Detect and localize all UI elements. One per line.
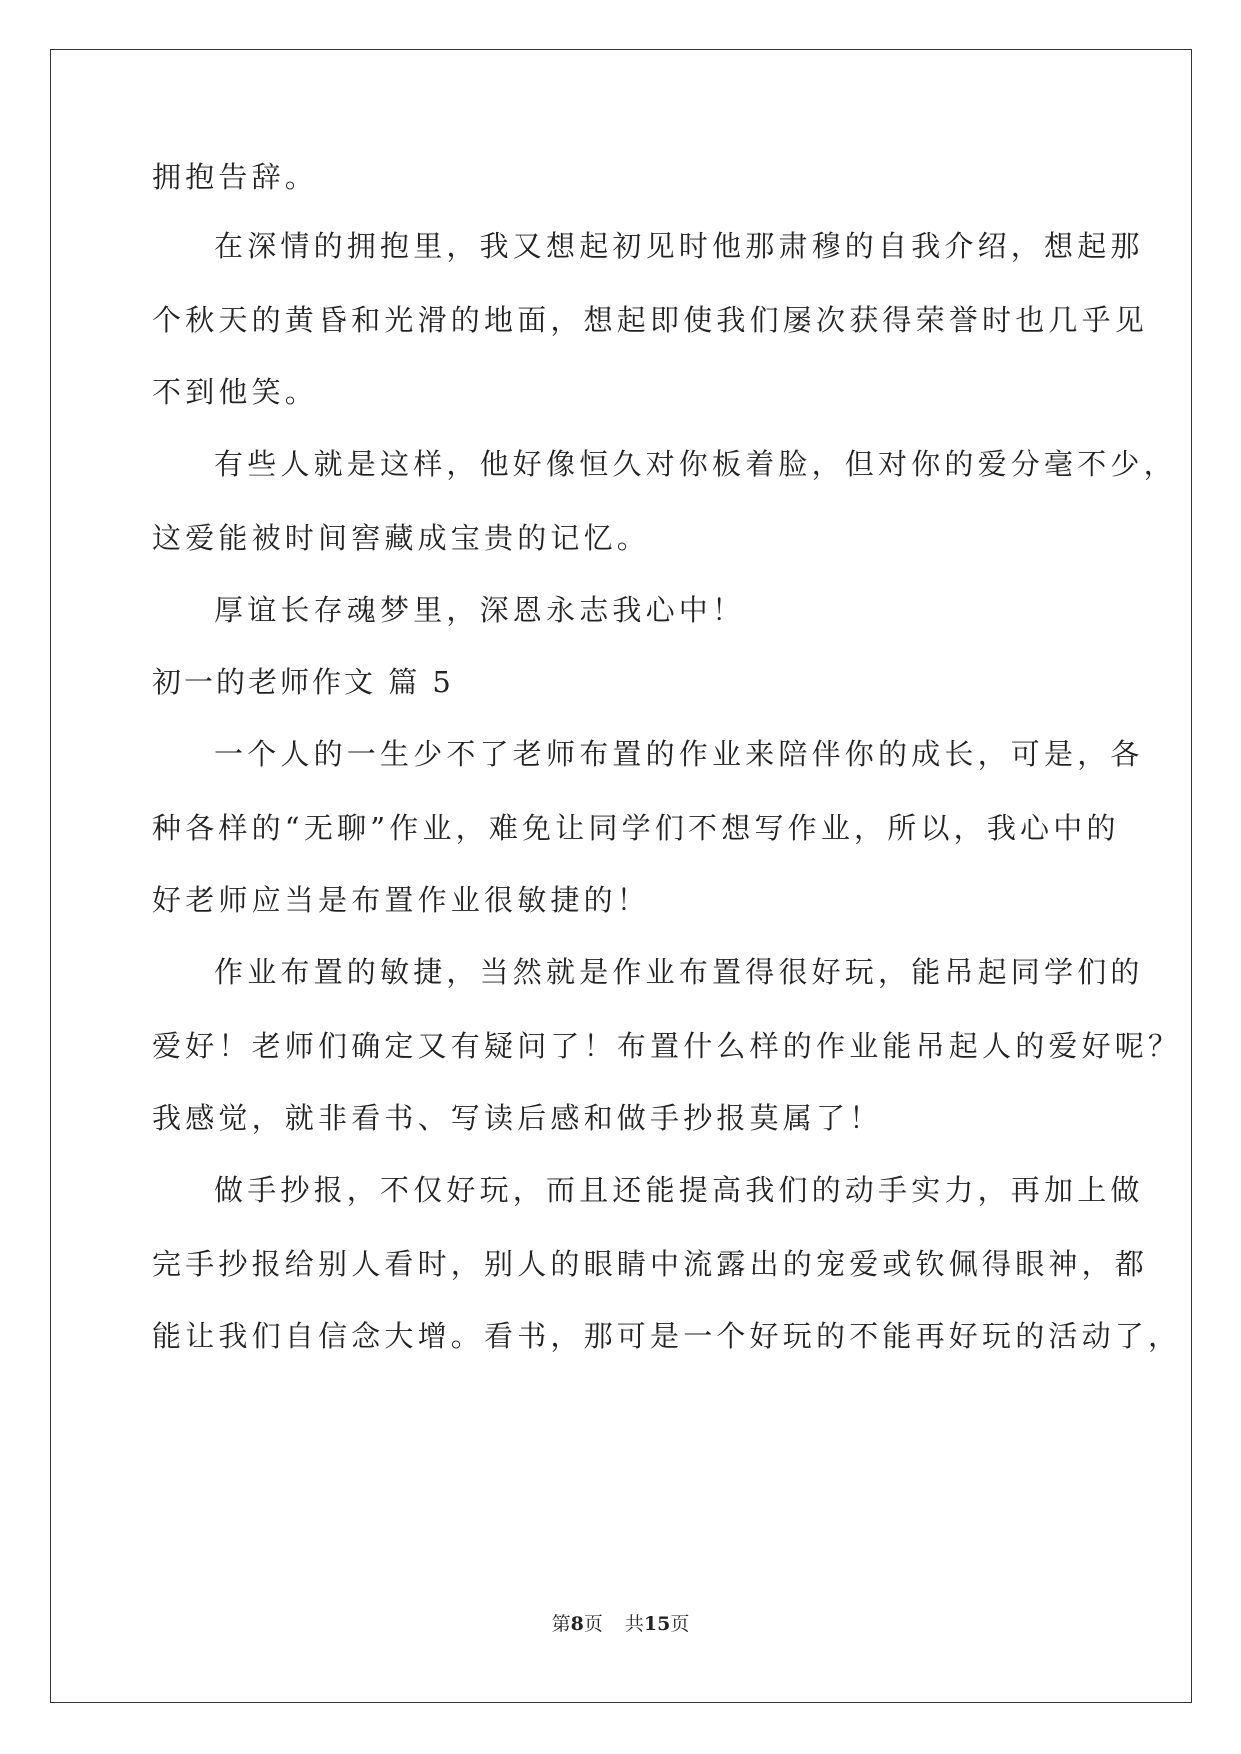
- paragraph-line: 能让我们自信念大增。看书，那可是一个好玩的不能再好玩的活动了，: [152, 1319, 1182, 1353]
- page-suffix: 页: [583, 1613, 603, 1635]
- paragraph-line: 一个人的一生少不了老师布置的作业来陪伴你的成长，可是，各: [214, 737, 1144, 771]
- paragraph-line: 我感觉，就非看书、写读后感和做手抄报莫属了！: [152, 1101, 883, 1135]
- paragraph-line: 种各样的“无聊”作业，难免让同学们不想写作业，所以，我心中的: [152, 811, 1120, 845]
- total-pages: 15: [643, 1613, 671, 1635]
- paragraph-line: 好老师应当是布置作业很敏捷的！: [152, 883, 651, 917]
- paragraph-line: 爱好！老师们确定又有疑问了！布置什么样的作业能吊起人的爱好呢？: [152, 1029, 1182, 1063]
- paragraph-line: 在深情的拥抱里，我又想起初见时他那肃穆的自我介绍，想起那: [214, 229, 1144, 263]
- page-footer: [0, 1611, 1241, 1637]
- section-heading: 初一的老师作文 篇 5: [152, 665, 454, 699]
- total-prefix: 共: [624, 1613, 644, 1635]
- paragraph-line: 有些人就是这样，他好像恒久对你板着脸，但对你的爱分毫不少，: [214, 447, 1177, 481]
- paragraph-line: 做手抄报，不仅好玩，而且还能提高我们的动手实力，再加上做: [214, 1173, 1144, 1207]
- paragraph-line: 不到他笑。: [152, 375, 319, 409]
- paragraph-line: 拥抱告辞。: [152, 160, 319, 194]
- paragraph-line: 完手抄报给别人看时，别人的眼睛中流露出的宠爱或钦佩得眼神，都: [152, 1247, 1149, 1281]
- paragraph-line: 作业布置的敏捷，当然就是作业布置得很好玩，能吊起同学们的: [214, 955, 1144, 989]
- paragraph-line: 厚谊长存魂梦里，深恩永志我心中！: [214, 593, 746, 627]
- page-prefix: 第: [551, 1613, 571, 1635]
- total-suffix: 页: [670, 1613, 690, 1635]
- paragraph-line: 这爱能被时间窖藏成宝贵的记忆。: [152, 521, 651, 555]
- page-border: [50, 49, 1192, 1703]
- page-number: 8: [570, 1613, 584, 1635]
- paragraph-line: 个秋天的黄昏和光滑的地面，想起即使我们屡次获得荣誉时也几乎见: [152, 303, 1149, 337]
